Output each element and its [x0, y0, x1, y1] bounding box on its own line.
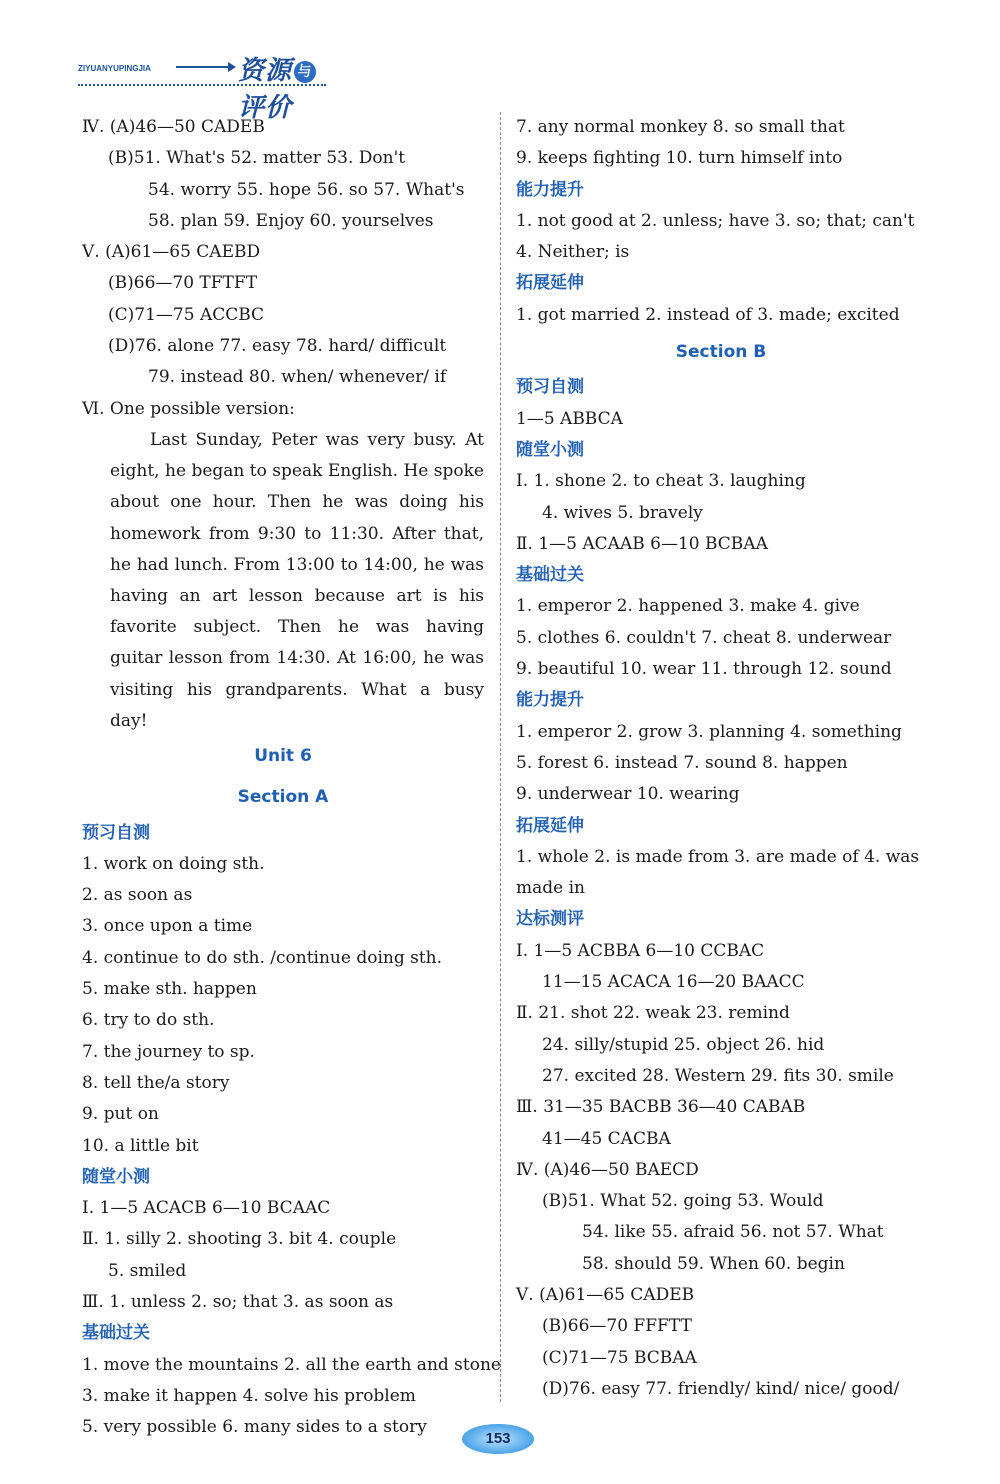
answer-line: 1. work on doing sth.: [82, 853, 265, 874]
header-rule: [78, 84, 326, 86]
answer-line: 4. continue to do sth. /continue doing sth.: [82, 947, 443, 968]
section-a-title: Section A: [237, 787, 329, 808]
answer-line: (B)66—70 FFFTT: [542, 1316, 692, 1337]
answer-line: 1. whole 2. is made from 3. are made of 4. was: [516, 846, 920, 867]
header-pinyin: ZIYUANYUPINGJIA: [78, 64, 151, 73]
answer-line: 3. once upon a time: [82, 916, 253, 937]
answer-line: 1. emperor 2. happened 3. make 4. give: [516, 596, 860, 617]
answer-line: 1. got married 2. instead of 3. made; excited: [516, 304, 900, 325]
answer-line: Ⅴ. (A)61—65 CADEB: [516, 1284, 695, 1305]
answer-line: 54. like 55. afraid 56. not 57. What: [582, 1222, 884, 1243]
section-heading: 预习自测: [516, 377, 584, 398]
answer-line: Ⅱ. 21. shot 22. weak 23. remind: [516, 1003, 790, 1024]
answer-line: 9. underwear 10. wearing: [516, 784, 740, 805]
answer-line: made in: [516, 878, 585, 899]
section-heading: 随堂小测: [82, 1166, 150, 1187]
answer-line: 9. beautiful 10. wear 11. through 12. sound: [516, 659, 892, 680]
answer-line: 58. plan 59. Enjoy 60. yourselves: [148, 210, 434, 231]
column-divider: [500, 112, 501, 1402]
section-heading: 基础过关: [82, 1323, 150, 1344]
answer-line: 4. Neither; is: [516, 242, 630, 263]
answer-line: (C)71—75 BCBAA: [542, 1347, 697, 1368]
answer-line: Ⅲ. 31—35 BACBB 36—40 CABAB: [516, 1097, 806, 1118]
answer-line: Ⅰ. 1—5 ACACB 6—10 BCAAC: [82, 1198, 331, 1219]
answer-line: 5. very possible 6. many sides to a story: [82, 1417, 427, 1438]
section-heading: 基础过关: [516, 565, 584, 586]
unit-title: Unit 6: [254, 746, 312, 766]
answer-line: 79. instead 80. when/ whenever/ if: [148, 367, 447, 388]
header-title: 资源 与评价: [238, 50, 328, 124]
section-heading: 随堂小测: [516, 439, 584, 460]
section-heading: 能力提升: [516, 179, 584, 200]
header-logo: [78, 48, 328, 123]
answer-line: Ⅵ. One possible version:: [82, 398, 295, 419]
answer-line: 6. try to do sth.: [82, 1010, 215, 1031]
answer-line: 9. keeps fighting 10. turn himself into: [516, 148, 843, 169]
right-column: [516, 112, 926, 1405]
answer-line: 5. smiled: [108, 1260, 187, 1281]
answer-line: Ⅴ. (A)61—65 CAEBD: [82, 242, 261, 263]
section-b-title: Section B: [675, 342, 767, 363]
section-heading: 拓展延伸: [516, 273, 584, 294]
header-title-badge: 与: [294, 61, 316, 83]
answer-line: Ⅰ. 1—5 ACBBA 6—10 CCBAC: [516, 940, 765, 961]
answer-line: 1—5 ABBCA: [516, 408, 623, 429]
answer-line: Ⅳ. (A)46—50 BAECD: [516, 1159, 699, 1180]
answer-line: 24. silly/stupid 25. object 26. hid: [542, 1034, 825, 1055]
answer-line: 54. worry 55. hope 56. so 57. What's: [148, 179, 465, 200]
answer-line: 5. forest 6. instead 7. sound 8. happen: [516, 752, 848, 773]
answer-line: 3. make it happen 4. solve his problem: [82, 1385, 416, 1406]
answer-line: Ⅰ. 1. shone 2. to cheat 3. laughing: [516, 471, 806, 492]
page-number: 153: [485, 1430, 511, 1447]
answer-line: 27. excited 28. Western 29. fits 30. smile: [542, 1065, 894, 1086]
sample-essay: Last Sunday, Peter was very busy. At eight, he began to speak English. He spoke about one hour. Then he was doing his homework from 9:30 to 11:30. After that, he had lunch. From 13:00 to 14:00, he was having an art lesson because art is his favorite subject. Then he was having guitar lesson from 14:30. At 16:00, he was visiting his grandparents. What a busy day!: [110, 429, 484, 731]
answer-line: 1. move the mountains 2. all the earth and stone: [82, 1354, 501, 1375]
answer-line: 2. as soon as: [82, 885, 193, 906]
answer-line: (B)51. What 52. going 53. Would: [542, 1191, 824, 1212]
answer-line: 7. the journey to sp.: [82, 1041, 255, 1062]
section-heading: 预习自测: [82, 822, 150, 843]
answer-line: (B)51. What's 52. matter 53. Don't: [108, 148, 406, 169]
arrow-icon: [176, 62, 236, 72]
answer-line: 58. should 59. When 60. begin: [582, 1253, 845, 1274]
answer-line: 4. wives 5. bravely: [542, 502, 703, 523]
answer-line: Ⅲ. 1. unless 2. so; that 3. as soon as: [82, 1292, 394, 1313]
section-heading: 达标测评: [516, 909, 584, 930]
answer-line: Ⅱ. 1—5 ACAAB 6—10 BCBAA: [516, 533, 768, 554]
answer-line: 1. emperor 2. grow 3. planning 4. something: [516, 721, 902, 742]
answer-line: 1. not good at 2. unless; have 3. so; that; can't: [516, 210, 915, 231]
answer-line: 41—45 CACBA: [542, 1128, 671, 1149]
answer-line: (D)76. easy 77. friendly/ kind/ nice/ good/: [542, 1378, 900, 1399]
answer-line: 5. make sth. happen: [82, 979, 257, 1000]
answer-line: Ⅳ. (A)46—50 CADEB: [82, 117, 265, 137]
answer-line: 11—15 ACACA 16—20 BAACC: [542, 972, 805, 993]
page-number-badge: [462, 1424, 534, 1456]
answer-line: 10. a little bit: [82, 1135, 199, 1156]
section-heading: 拓展延伸: [516, 815, 584, 836]
answer-line: 7. any normal monkey 8. so small that: [516, 117, 845, 137]
answer-line: (C)71—75 ACCBC: [108, 304, 265, 325]
answer-line: 8. tell the/a story: [82, 1072, 230, 1093]
answer-line: 5. clothes 6. couldn't 7. cheat 8. underwear: [516, 627, 892, 648]
section-heading: 能力提升: [516, 690, 584, 711]
answer-line: (B)66—70 TFTFT: [108, 273, 258, 294]
answer-line: (D)76. alone 77. easy 78. hard/ difficult: [108, 336, 447, 357]
answer-line: 9. put on: [82, 1104, 159, 1125]
answer-line: Ⅱ. 1. silly 2. shooting 3. bit 4. couple: [82, 1229, 397, 1250]
